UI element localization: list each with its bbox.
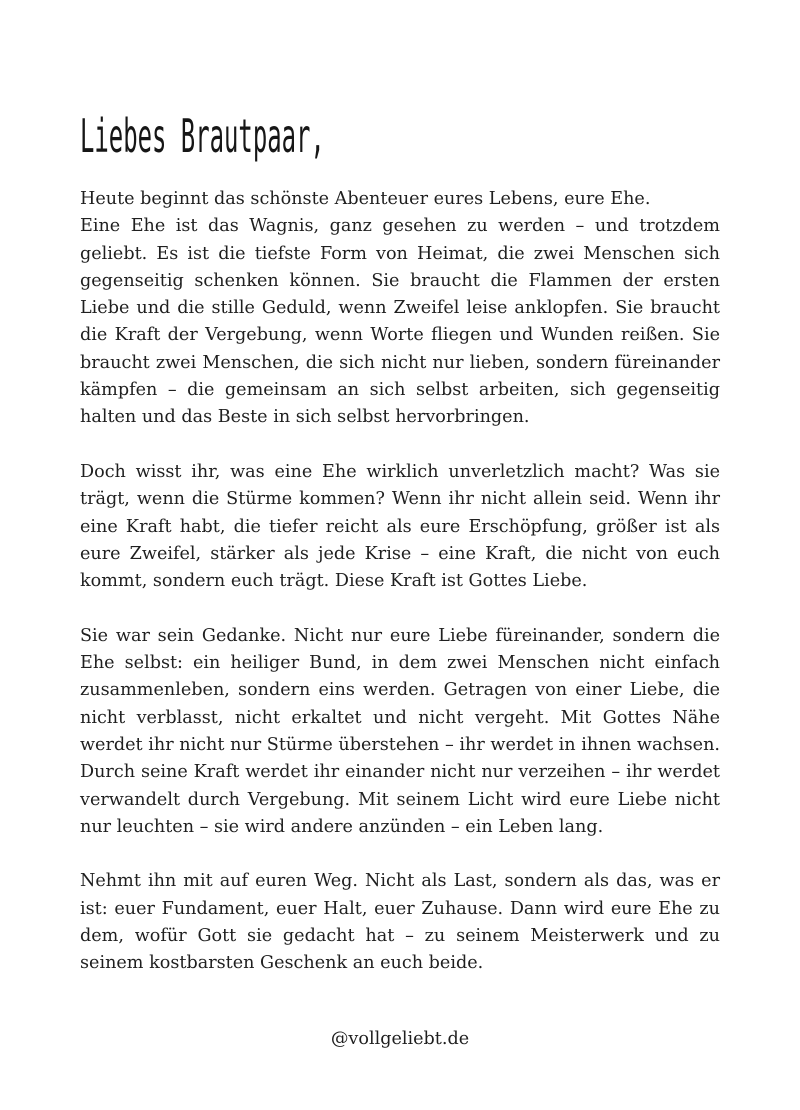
paragraph-unbreakable: Doch wisst ihr, was eine Ehe wirklich unverletzlich macht? Was sie trägt, wenn die Stürme kommen? Wenn ihr nicht allein seid. Wenn ihr eine Kraft habt, die tiefer reicht als eure Erschöpfung, größer ist als eure Zweifel, stärker als jede Krise – eine Kraft, die nicht von euch kommt, sondern euch trägt. Diese Kraft ist Gottes Liebe. [80,461,720,592]
paragraph-gods-thought: Sie war sein Gedanke. Nicht nur eure Liebe füreinander, sondern die Ehe selbst: ein heiliger Bund, in dem zwei Menschen nicht einfach zusammenleben, sondern eins werden. Getragen von einer Liebe, die nicht verblasst, nicht erkaltet und nicht vergeht. Mit Gottes Nähe werdet ihr nicht nur Stürme überstehen – ihr werdet in ihnen wachsen. Durch seine Kraft werdet ihr einander nicht nur verzeihen – ihr werdet verwandelt durch Vergebung. Mit seinem Licht wird eure Liebe nicht nur leuchten – sie wird andere anzünden – ein Leben lang. [80,625,720,837]
paragraph-intro: Heute beginnt das schönste Abenteuer eures Lebens, eure Ehe. [80,189,651,209]
greeting-title: Liebes Brautpaar, [80,109,325,163]
paragraph-closing: Nehmt ihn mit auf euren Weg. Nicht als Last, sondern als das, was er ist: euer Fundament, euer Halt, euer Zuhause. Dann wird eure Ehe zu dem, wofür Gott sie gedacht hat – zu seinem Meisterwerk und zu seinem kostbarsten Geschenk an euch beide. [80,871,720,974]
letter-body [80,186,720,1005]
signature-handle: @vollgeliebt.de [330,1029,470,1049]
paragraph-marriage-venture: Eine Ehe ist das Wagnis, ganz gesehen zu werden – und trotzdem geliebt. Es ist die tiefste Form von Heimat, die zwei Menschen sich gegenseitig schenken können. Sie braucht die Flammen der ersten Liebe und die stille Geduld, wenn Zweifel leise anklopfen. Sie braucht die Kraft der Vergebung, wenn Worte fliegen und Wunden reißen. Sie braucht zwei Menschen, die sich nicht nur lieben, sondern füreinander kämpfen – die gemeinsam an sich selbst arbeiten, sich gegenseitig halten und das Beste in sich selbst hervorbringen. [80,216,720,428]
